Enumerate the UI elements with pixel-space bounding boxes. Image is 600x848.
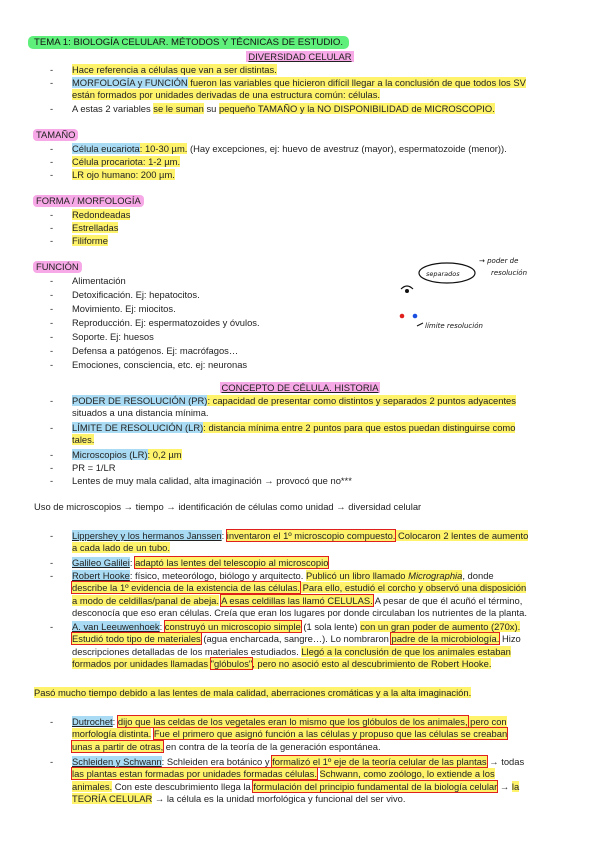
sketch-bubble-label: separados bbox=[426, 270, 460, 278]
heading-tamano: TAMAÑO bbox=[33, 129, 78, 141]
heading-diversidad: DIVERSIDAD CELULAR bbox=[248, 51, 352, 62]
paso-paragraph: Pasó mucho tiempo debido a las lentes de mala calidad, aberraciones cromáticas y a la alta imaginación. bbox=[34, 687, 472, 698]
sketch-arrow-1: → poder de bbox=[479, 257, 519, 265]
sketch-arrow-1b: resolución bbox=[491, 269, 528, 277]
page-title: TEMA 1: BIOLOGÍA CELULAR. MÉTODOS Y TÉCNICAS DE ESTUDIO. bbox=[28, 36, 349, 49]
blue-dot-icon bbox=[413, 314, 418, 319]
uso-paragraph: Uso de microscopios → tiempo → identificación de células como unidad → diversidad celular bbox=[34, 501, 422, 512]
heading-funcion: FUNCIÓN bbox=[33, 261, 82, 273]
sketch-arrow-line bbox=[417, 323, 423, 326]
hand-sketch bbox=[395, 248, 575, 343]
eye-icon bbox=[401, 286, 413, 289]
document-page: TEMA 1: BIOLOGÍA CELULAR. MÉTODOS Y TÉCNICAS DE ESTUDIO. DIVERSIDAD CELULAR - Hace referencia a células que van a ser distintas. - MORFOLOGÍA y FUNCIÓN fueron las variables que hicieron difícil llegar a la conclusión de que todos los SV están formados por unidades derivadas de una estructura común: células. - A estas 2 variables se le suman su pequeño TAMAÑO y la NO DISPONIBILIDAD de MICROSCOPIO. TAMAÑO - Célula eucariota: 10-30 µm. (Hay excepciones, ej: huevo de avestruz (mayor), espermatozoide (menor)). - Célula procariota: 1-2 µm. - LR ojo humano: 200 µm. FORMA / MORFOLOGÍA - Redondeadas - Estrelladas - Filiforme FUNCIÓN - Alimentación - Detoxificación. Ej: hepatocitos. - Movimiento. Ej: miocitos. - Reproducción. Ej: espermatozoides y óvulos. - Soporte. Ej: huesos - Defensa a patógenos. Ej: macrófagos… - Emociones, consciencia, etc. ej: neuronas separados → poder de resolución límite resolución CONCEPTO DE CÉLULA. HISTORIA - PODER DE RESOLUCIÓN (PR): capacidad de presentar como distintos y separados 2 puntos adyacentes situados a una distancia mínima. - LÍMITE DE RESOLUCIÓN (LR): distancia mínima entre 2 puntos para que estos puedan distinguirse como tales. - Microscopios (LR): 0,2 µm - PR = 1/LR - Lentes de muy mala calidad, alta imaginación → provocó que no*** Uso de microscopios → tiempo → identificación de células como unidad → diversidad celular - Lippershey y los hermanos Janssen: inventaron el 1º microscopio compuesto. Colocaron 2 lentes de aumento a cada lado de un tubo. - Galileo Galilei: adaptó las lentes del telescopio al microscopio - Robert Hooke: físico, meteorólogo, biólogo y arquitecto. Publicó un libro llamado Micrographia, donde describe la 1º evidencia de la existencia de las células. Para ello, estudió el corcho y observó una disposición a modo de celdillas/panal de abeja. A esas celdillas las llamó CELULAS. A pesar de que él acuñó el término, desconocía que eso eran células. Creía que eran los lugares por donde circulaban los nutrientes de la planta. - A. van Leeuwenhoek: construyó un microscopio simple (1 sola lente) con un gran poder de aumento (270x). Estudió todo tipo de materiales (agua encharcada, sangre…). Lo nombraron padre de la microbiología. Hizo descripciones detalladas de los materiales estudiados. Llegó a la conclusión de que los animales estaban formados por unidades llamadas "glóbulos", pero no asoció esto al descubrimiento de Robert Hooke. Pasó mucho tiempo debido a las lentes de mala calidad, aberraciones cromáticas y a la alta imaginación. - Dutrochet: dijo que las celdas de los vegetales eran lo mismo que los glóbulos de los animales, pero con morfología distinta. Fue el primero que asignó función a las células y propuso que las células se creaban unas a partir de otras, en contra de la teoría de la generación espontánea. - Schleiden y Schwann: Schleiden era botánico y formalizó el 1º eje de la teoría celular de las plantas → todas las plantas estan formadas por unidades formadas células. Schwann, como zoólogo, lo extiende a los animales. Con este descubrimiento llega la formulación del principio fundamental de la biología celular → la TEORÍA CELULAR → la célula es la unidad morfológica y funcional del ser vivo. bbox=[0, 0, 600, 848]
eye-pupil-icon bbox=[405, 289, 409, 293]
heading-forma: FORMA / MORFOLOGÍA bbox=[33, 195, 144, 207]
red-dot-icon bbox=[400, 314, 405, 319]
sketch-arrow-2: límite resolución bbox=[425, 322, 483, 330]
heading-concepto: CONCEPTO DE CÉLULA. HISTORIA bbox=[221, 382, 379, 393]
